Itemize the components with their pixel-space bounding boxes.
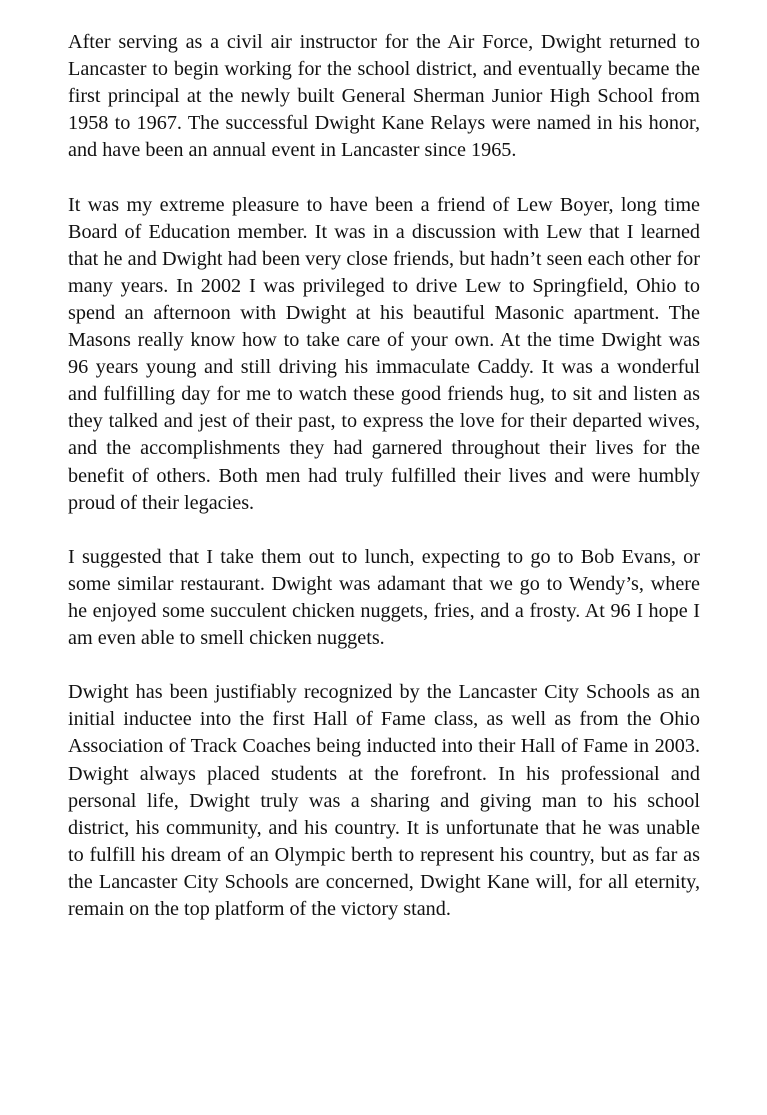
paragraph-lunch-at-wendys: I suggested that I take them out to lunch, expecting to go to Bob Evans, or some similar restaurant. Dwight was adamant that we go to Wendy’s, where he enjoyed some succulent chicken nuggets, fries, and a frosty. At 96 I hope I am even able to smell chicken nuggets.	[68, 545, 700, 650]
paragraph-hall-of-fame: Dwight has been justifiably recognized by the Lancaster City Schools as an initial inductee into the first Hall of Fame class, as well as from the Ohio Association of Track Coaches being inducted into their Hall of Fame in 2003. Dwight always placed students at the forefront. In his professional and personal life, Dwight truly was a sharing and giving man to his school district, his community, and his country. It is unfortunate that he was unable to fulfill his dream of an Olympic berth to represent his country, but as far as the Lancaster City Schools are concerned, Dwight Kane will, for all eternity, remain on the top platform of the victory stand.	[68, 681, 700, 920]
paragraph-civil-air-instructor: After serving as a civil air instructor for the Air Force, Dwight returned to Lancaster to begin working for the school district, and eventually became the first principal at the newly built General Sherman Junior High School from 1958 to 1967. The successful Dwight Kane Relays were named in his honor, and have been an annual event in Lancaster since 1965.	[68, 31, 700, 162]
document-body	[68, 29, 700, 950]
paragraph-lew-boyer-visit: It was my extreme pleasure to have been a friend of Lew Boyer, long time Board of Education member. It was in a discussion with Lew that I learned that he and Dwight had been very close friends, but hadn’t seen each other for many years. In 2002 I was privileged to drive Lew to Springfield, Ohio to spend an afternoon with Dwight at his beautiful Masonic apartment. The Masons really know how to take care of your own. At the time Dwight was 96 years young and still driving his immaculate Caddy. It was a wonderful and fulfilling day for me to watch these good friends hug, to sit and listen as they talked and jest of their past, to express the love for their departed wives, and the accomplishments they had garnered throughout their lives for the benefit of others. Both men had truly fulfilled their lives and were humbly proud of their legacies.	[68, 193, 700, 514]
